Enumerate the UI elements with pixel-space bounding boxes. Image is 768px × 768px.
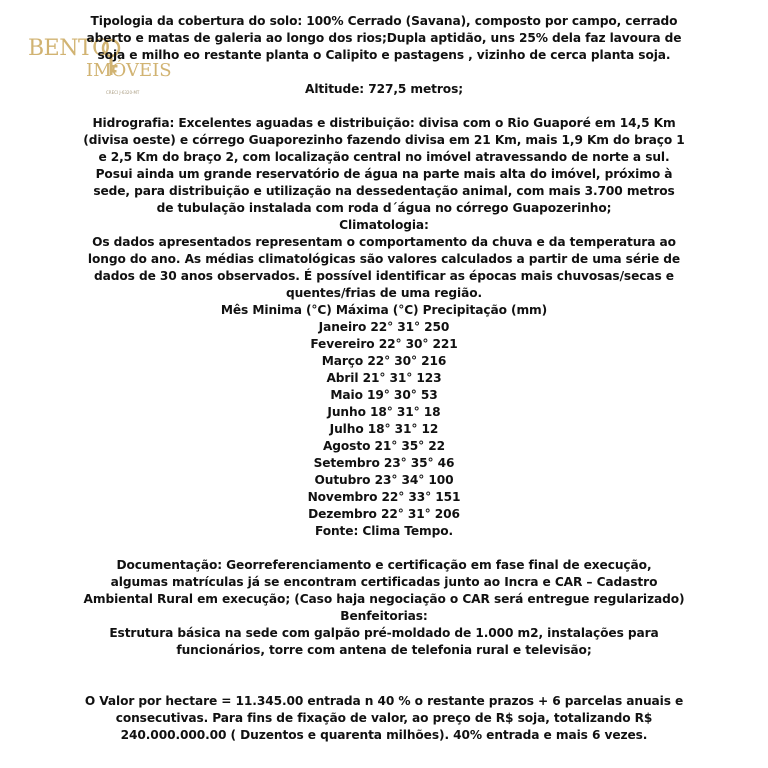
text-line: longo do ano. As médias climatológicas são valores calculados a partir de uma série de [87,252,681,266]
text-line: Setembro 23° 35° 46 [313,456,455,470]
watermark-small-text: CRECI J-6320-MT [106,90,140,95]
text-line: Julho 18° 31° 12 [329,422,439,436]
text-line: de tubulação instalada com roda d´água no córrego Guapozerinho; [156,201,612,215]
text-line: funcionários, torre com antena de telefonia rural e televisão; [176,643,592,657]
text-line: Climatologia: [339,218,429,232]
text-line: Tipologia da cobertura do solo: 100% Cerrado (Savana), composto por campo, cerrado [90,14,678,28]
text-line: Documentação: Georreferenciamento e certificação em fase final de execução, [116,558,652,572]
text-line: Estrutura básica na sede com galpão pré-moldado de 1.000 m2, instalações para [109,626,659,640]
text-line: algumas matrículas já se encontram certificadas junto ao Incra e CAR – Cadastro [110,575,658,589]
text-line: aberto e matas de galeria ao longo dos rios;Dupla aptidão, uns 25% dela faz lavoura de [86,31,682,45]
text-line: Benfeitorias: [340,609,428,623]
text-line: Abril 21° 31° 123 [326,371,442,385]
text-line: Fevereiro 22° 30° 221 [310,337,458,351]
text-line: Mês Minima (°C) Máxima (°C) Precipitação (mm) [220,303,548,317]
watermark-name-top: BENTO [28,36,110,61]
text-line: dados de 30 anos observados. É possível identificar as épocas mais chuvosas/secas e [94,269,674,283]
text-line: Outubro 23° 34° 100 [314,473,454,487]
text-line: Maio 19° 30° 53 [330,388,438,402]
text-line: Hidrografia: Excelentes aguadas e distribuição: divisa com o Rio Guaporé em 14,5 Km [92,116,676,130]
text-line: Março 22° 30° 216 [321,354,447,368]
text-line: Os dados apresentados representam o comportamento da chuva e da temperatura ao [92,235,676,249]
text-line: soja e milho eo restante planta o Calipito e pastagens , vizinho de cerca planta soja. [97,48,671,62]
text-line: Altitude: 727,5 metros; [304,82,464,96]
text-line: Junho 18° 31° 18 [327,405,441,419]
text-line: Ambiental Rural em execução; (Caso haja negociação o CAR será entregue regularizado) [83,592,685,606]
text-line: sede, para distribuição e utilização na dessedentação animal, com mais 3.700 metros [93,184,675,198]
text-line: Posui ainda um grande reservatório de água na parte mais alta do imóvel, próximo à [95,167,673,181]
text-line: e 2,5 Km do braço 2, com localização central no imóvel atravessando de norte a sul. [98,150,670,164]
text-line: (divisa oeste) e córrego Guaporezinho fazendo divisa em 21 Km, mais 1,9 Km do braço 1 [83,133,685,147]
text-line: consecutivas. Para fins de fixação de valor, ao preço de R$ soja, totalizando R$ [115,711,653,725]
text-line: 240.000.000.00 ( Duzentos e quarenta milhões). 40% entrada e mais 6 vezes. [120,728,648,742]
text-line: Agosto 21° 35° 22 [322,439,446,453]
text-line: Novembro 22° 33° 151 [307,490,461,504]
text-line: O Valor por hectare = 11.345.00 entrada n 40 % o restante prazos + 6 parcelas anuais e [84,694,684,708]
text-line: Fonte: Clima Tempo. [314,524,454,538]
watermark-name-bottom: IMÓVEIS [86,60,172,81]
text-line: quentes/frias de uma região. [285,286,483,300]
text-line: Dezembro 22° 31° 206 [308,507,460,521]
text-line: Janeiro 22° 31° 250 [318,320,450,334]
